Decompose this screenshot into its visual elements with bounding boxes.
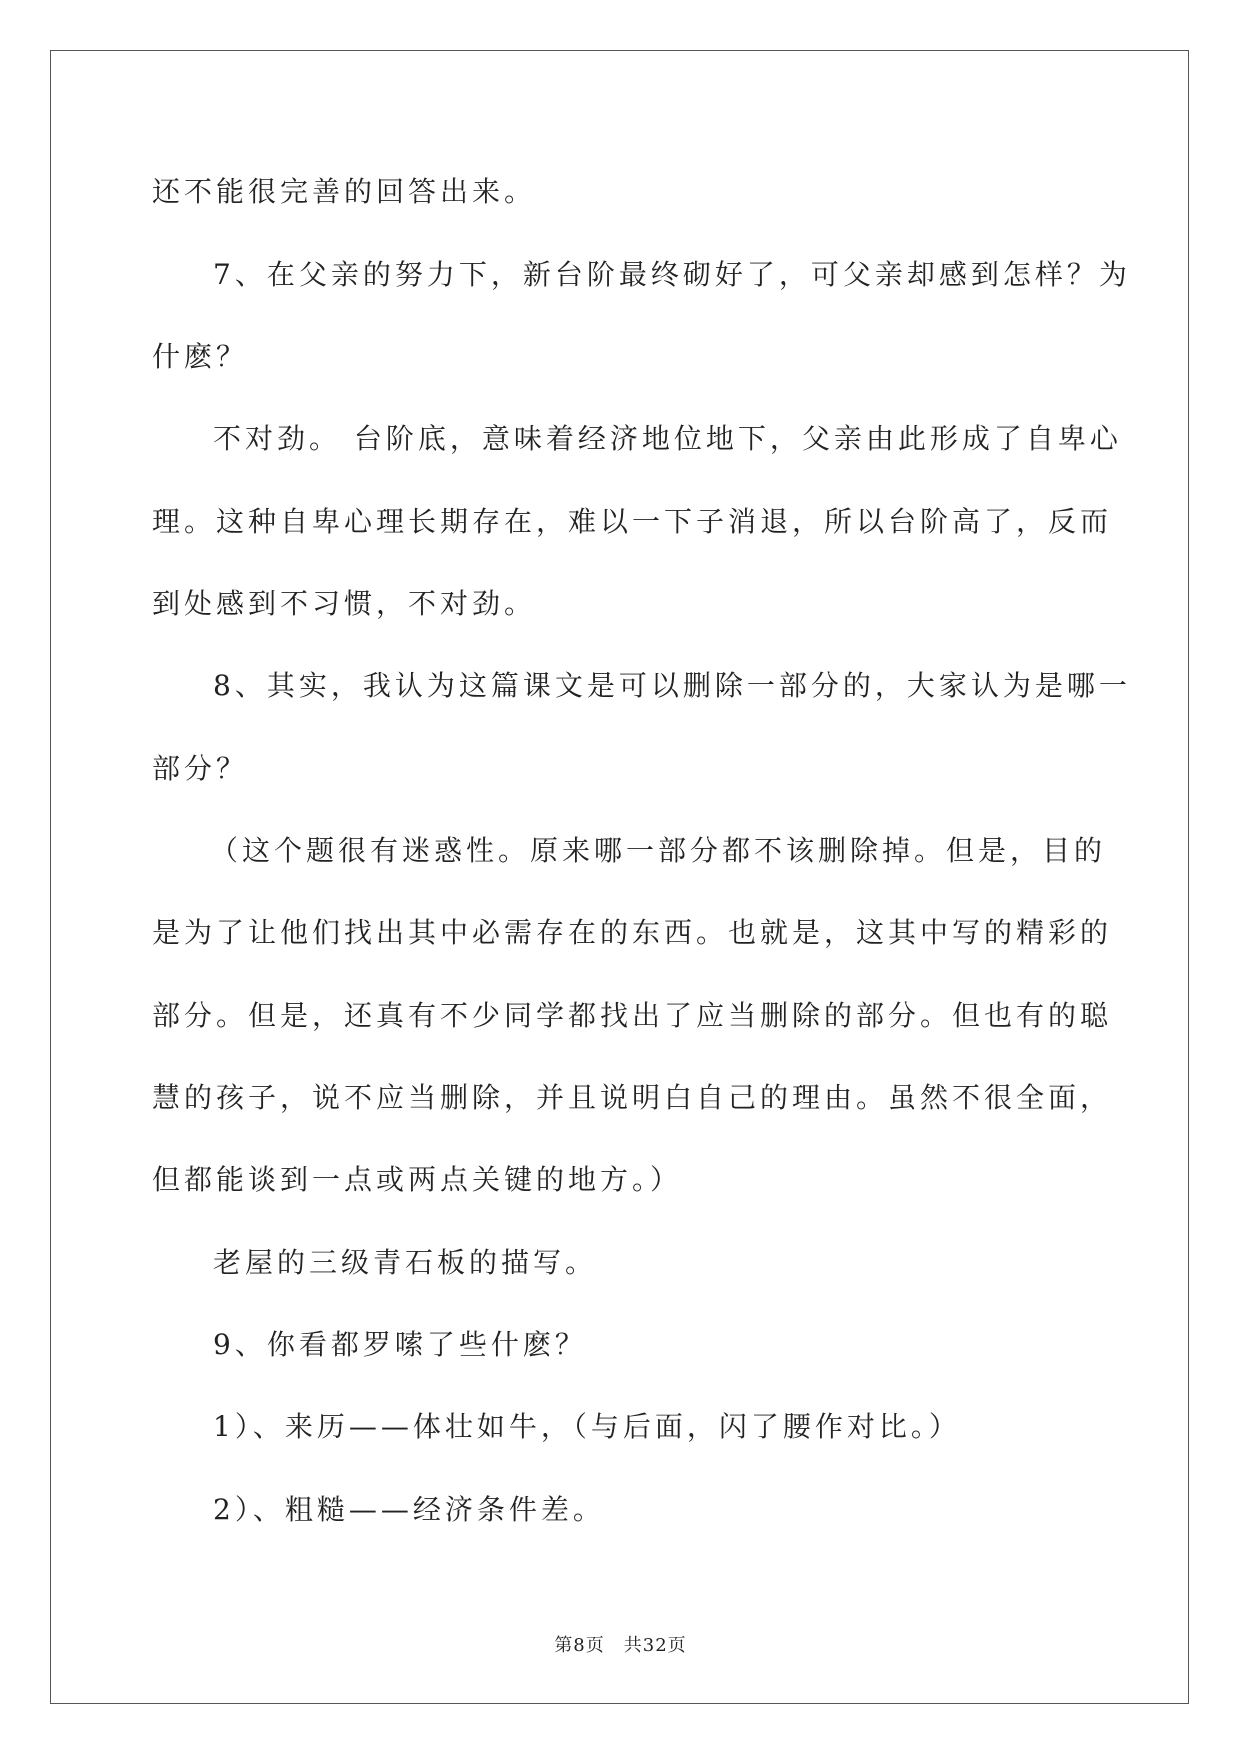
page-border: [50, 50, 1189, 1704]
page-number-footer: 第8页 共32页: [554, 1635, 687, 1656]
text-line: 还不能很完善的回答出来。: [152, 175, 537, 208]
text-line: 不对劲。 台阶底，意味着经济地位地下，父亲由此形成了自卑心: [213, 422, 1122, 455]
text-line: 8、其实，我认为这篇课文是可以删除一部分的，大家认为是哪一: [213, 669, 1131, 702]
text-line: 部分。但是，还真有不少同学都找出了应当删除的部分。但也有的聪: [152, 999, 1113, 1032]
text-line: （这个题很有迷惑性。原来哪一部分都不该删除掉。但是，目的: [210, 834, 1107, 867]
text-line: 是为了让他们找出其中必需存在的东西。也就是，这其中写的精彩的: [152, 916, 1113, 949]
text-line: 到处感到不习惯，不对劲。: [152, 587, 537, 620]
text-line: 但都能谈到一点或两点关键的地方。）: [152, 1163, 683, 1196]
text-line: 1）、来历——体壮如牛，（与后面，闪了腰作对比。）: [213, 1410, 961, 1443]
text-line: 慧的孩子，说不应当删除，并且说明白自己的理由。虽然不很全面，: [152, 1081, 1113, 1114]
text-line: 部分？: [152, 752, 249, 785]
text-line: 理。这种自卑心理长期存在，难以一下子消退，所以台阶高了，反而: [152, 505, 1113, 538]
text-line: 什麽？: [152, 340, 249, 373]
text-line: 老屋的三级青石板的描写。: [213, 1246, 598, 1279]
text-line: 2）、粗糙——经济条件差。: [213, 1493, 605, 1526]
text-line: 9、你看都罗嗦了些什麽？: [213, 1328, 587, 1361]
text-line: 7、在父亲的努力下，新台阶最终砌好了，可父亲却感到怎样？为: [213, 258, 1131, 291]
